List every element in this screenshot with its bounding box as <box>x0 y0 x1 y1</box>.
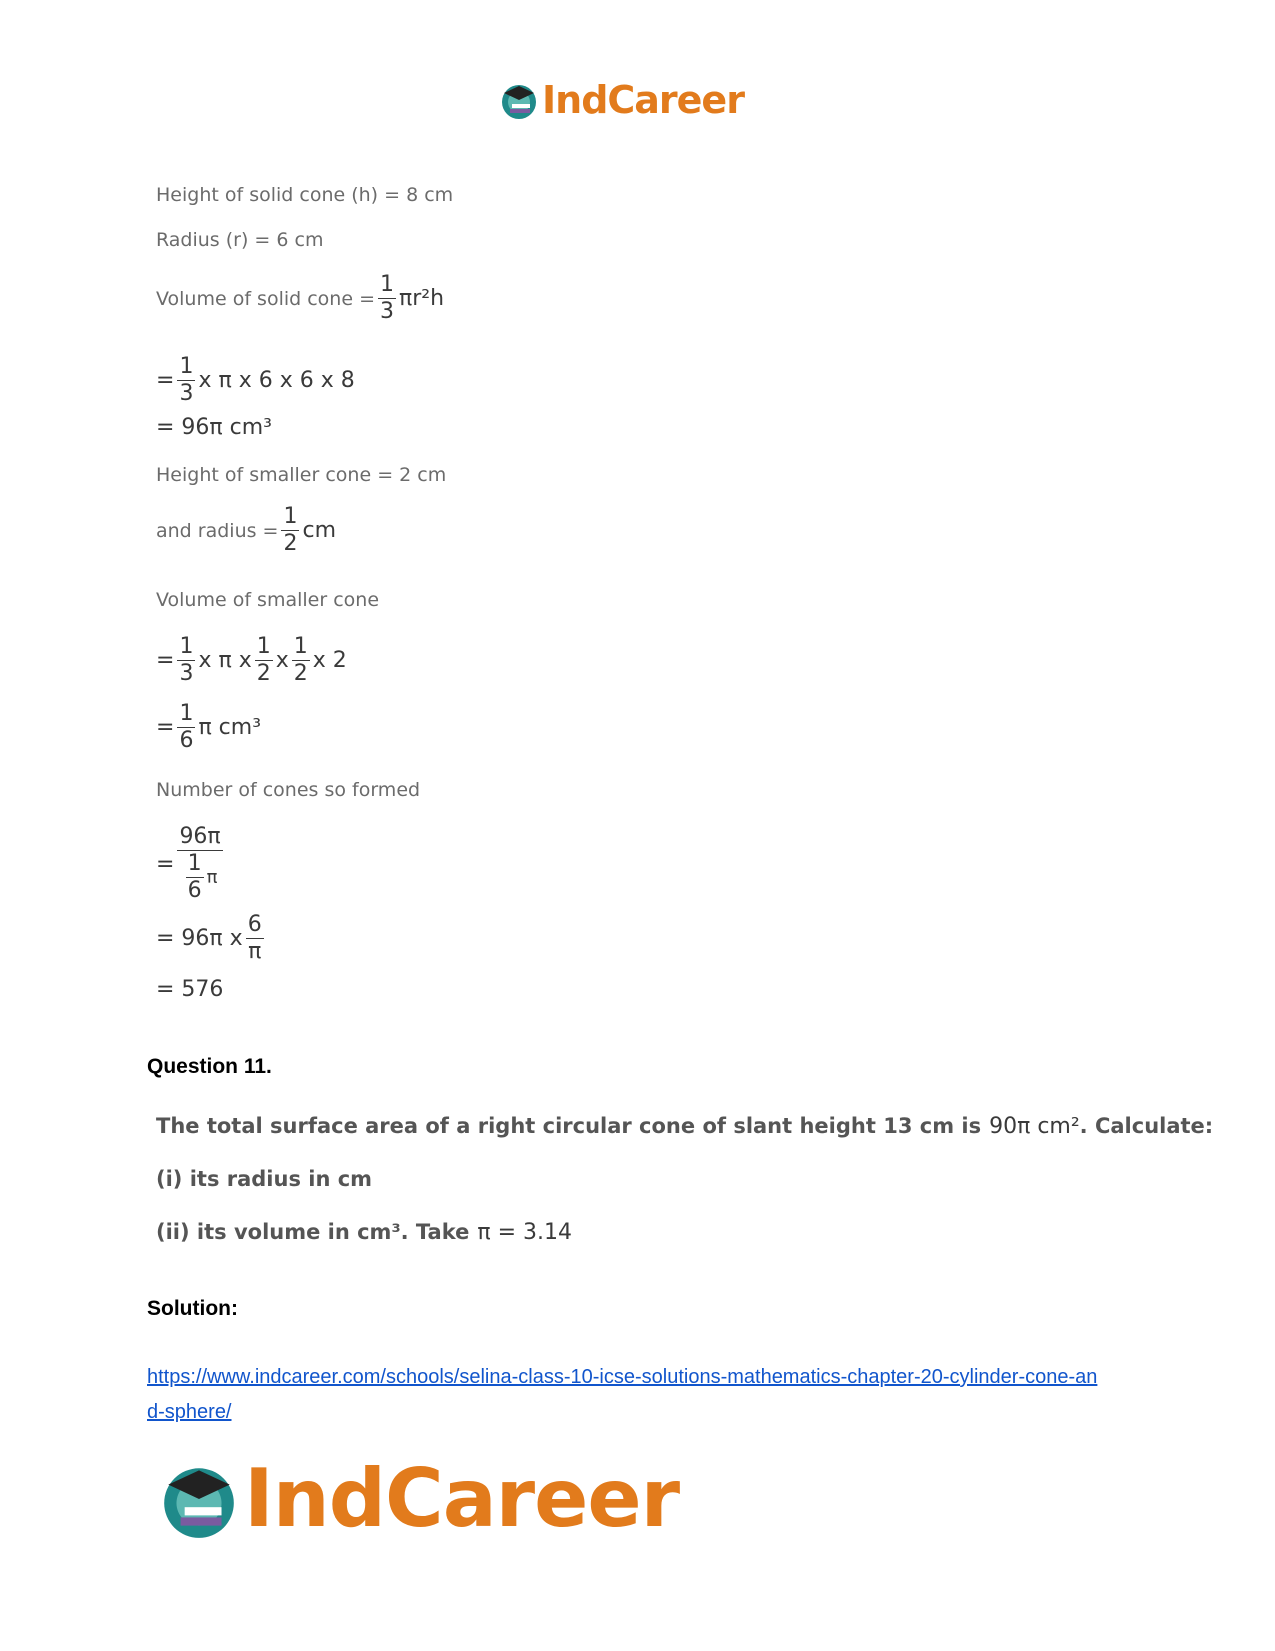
smaller-height-line: Height of smaller cone = 2 cm <box>156 464 447 486</box>
fraction: $\frac{1}{2}$ <box>293 634 308 686</box>
smaller-radius-line: and radius = $\frac{1}{2}$ cm <box>156 504 337 556</box>
formula-rest: πr²h <box>399 286 445 311</box>
question-heading: Question 11. <box>147 1055 272 1078</box>
radius-line: Radius (r) = 6 cm <box>156 229 324 251</box>
calc-line-2: = 96π cm³ <box>156 415 273 440</box>
compound-fraction: 96π $\frac{1}{6}$ π <box>179 824 221 903</box>
question-line-3: (ii) its volume in cm³. Take π = 3.14 <box>156 1220 573 1245</box>
question-line-2: (i) its radius in cm <box>156 1167 373 1191</box>
fraction: $\frac{6}{\pi}$ <box>247 912 262 964</box>
footer-logo-text: IndCareer <box>244 1452 680 1545</box>
calc-line-4: = $\frac{1}{6}$ π cm³ <box>156 701 262 753</box>
header-logo-text: IndCareer <box>542 78 744 122</box>
height-cone-line: Height of solid cone (h) = 8 cm <box>156 184 454 206</box>
question-line-1: The total surface area of a right circular cone of slant height 13 cm is 90π cm² . Calculate: <box>156 1114 1214 1139</box>
header-logo <box>498 78 744 122</box>
number-label: Number of cones so formed <box>156 779 421 801</box>
calc-line-6: = 96π x $\frac{6}{\pi}$ <box>156 912 262 964</box>
solution-heading: Solution: <box>147 1297 238 1320</box>
fraction: $\frac{1}{6}$ <box>179 701 194 753</box>
volume-label: Volume of solid cone = <box>156 287 376 310</box>
calc-line-5: = 96π $\frac{1}{6}$ π <box>156 824 221 903</box>
fraction: $\frac{1}{2}$ <box>283 504 298 556</box>
calc-line-3: = $\frac{1}{3}$ x π x $\frac{1}{2}$ x $\frac{1}{2}$ x 2 <box>156 634 347 686</box>
fraction: $\frac{1}{6}$ <box>187 851 202 903</box>
fraction: $\frac{1}{3}$ <box>380 272 395 324</box>
footer-logo <box>156 1452 679 1545</box>
globe-graduation-cap-icon <box>498 79 540 121</box>
globe-graduation-cap-icon <box>156 1456 242 1542</box>
fraction: $\frac{1}{3}$ <box>179 354 194 406</box>
solution-link[interactable]: https://www.indcareer.com/schools/selina-class-10-icse-solutions-mathematics-chapter-20-cylinder-cone-and-sphere/ <box>147 1366 1098 1423</box>
volume-formula-line <box>156 274 444 323</box>
calc-line-7: = 576 <box>156 977 224 1002</box>
smaller-volume-label: Volume of smaller cone <box>156 589 380 611</box>
calc-line-1: = $\frac{1}{3}$ x π x 6 x 6 x 8 <box>156 354 355 406</box>
fraction: $\frac{1}{3}$ <box>179 634 194 686</box>
fraction: $\frac{1}{2}$ <box>256 634 271 686</box>
